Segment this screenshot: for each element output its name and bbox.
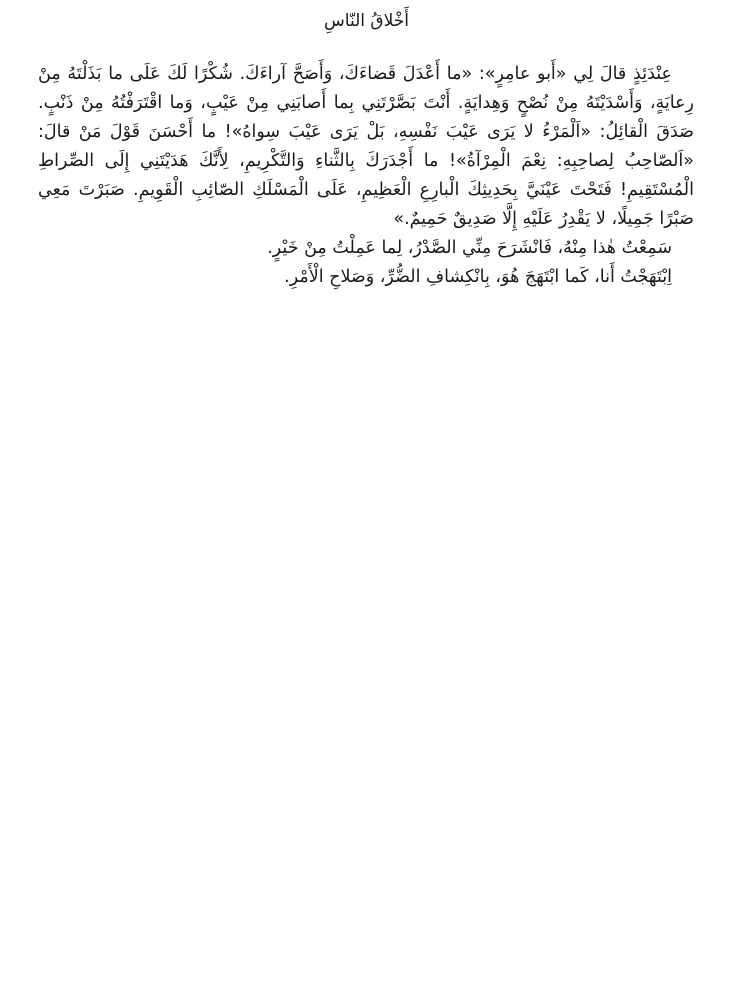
paragraph-heard: سَمِعْتُ هٰذا مِنْهُ، فَانْشَرَحَ مِنِّي الصَّدْرُ، لِما عَمِلْتُ مِنْ خَيْرٍ. <box>267 238 672 258</box>
running-header: أَخْلاقُ النّاسِ <box>324 11 409 31</box>
page-body <box>38 60 694 292</box>
paragraph-dialogue: عِنْدَئِذٍ قالَ لِي «أَبو عامِرٍ»: «ما أَعْدَلَ قَضاءَكَ، وَأَصَحَّ آراءَكَ. شُكْرًا لَكَ عَلَى ما بَذَلْتَهُ مِنْ رِعايَةٍ، وَأَسْدَيْتَهُ مِنْ نُصْحٍ وَهِدايَةٍ. أَنْتَ بَصَّرْتَنِي بِما أَصابَنِي مِنْ عَيْبٍ، وَما اقْتَرَفْتُهُ مِنْ ذَنْبٍ. صَدَقَ الْقائِلُ: «اَلْمَرْءُ لا يَرَى عَيْبَ نَفْسِهِ، بَلْ يَرَى عَيْبَ سِواهُ»! ما أَحْسَنَ قَوْلَ مَنْ قالَ: «اَلصّاحِبُ لِصاحِبِهِ: نِعْمَ الْمِرْآةُ»! ما أَجْدَرَكَ بِالثَّناءِ وَالتَّكْرِيمِ، لِأَنَّكَ هَدَيْتَنِي إِلَى الصِّراطِ الْمُسْتَقِيمِ! فَتَحْتَ عَيْنَيَّ بِحَدِيثِكَ الْبارِعِ الْعَظِيمِ، عَلَى الْمَسْلَكِ الصّائِبِ الْقَوِيمِ. صَبَرْتَ مَعِي صَبْرًا جَمِيلًا، لا يَقْدِرُ عَلَيْهِ إِلَّا صَدِيقٌ حَمِيمٌ.» <box>38 64 694 229</box>
paragraph-rejoiced: اِبْتَهَجْتُ أَنا، كَما ابْتَهَجَ هُوَ، بِانْكِشافِ الضُّرِّ، وَصَلاحِ الْأَمْرِ. <box>284 267 672 287</box>
